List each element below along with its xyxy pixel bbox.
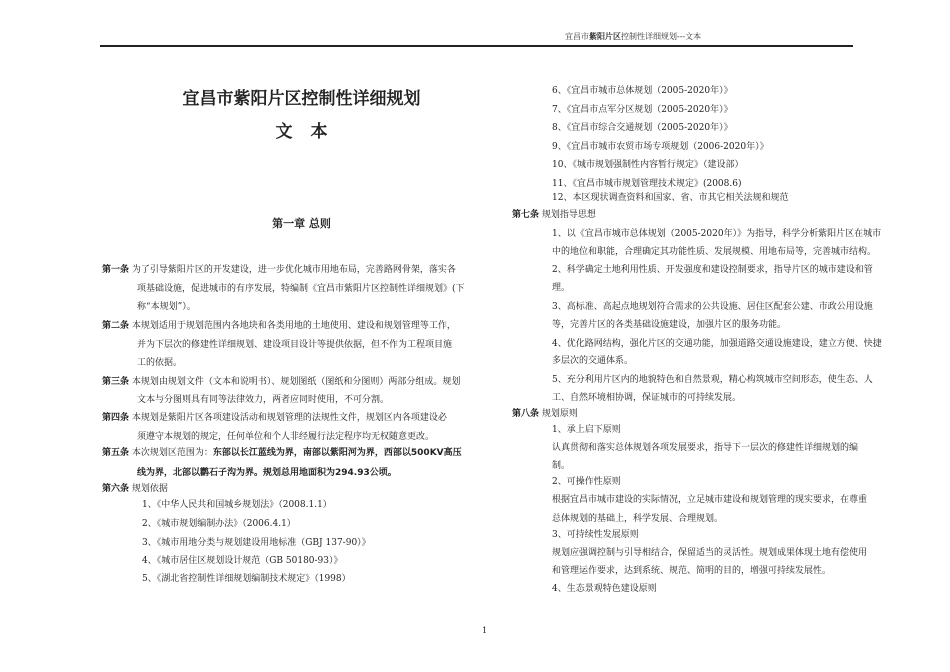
header-rule xyxy=(100,45,853,47)
right-line xyxy=(552,157,743,170)
line-text: 2、可操作性原则 xyxy=(552,477,621,487)
article-label: 第六条 xyxy=(102,484,130,494)
line-text: 称“本规划”）。 xyxy=(137,302,196,312)
line-text: 规划原则 xyxy=(541,409,578,419)
line-text: 项基础设施，促进城市的有序发展，特编制《宜昌市紫阳片区控制性详细规划》(下 xyxy=(137,284,465,294)
line-text: 1、以《宜昌市城市总体规划（2005-2020年）》为指导，科学分析紫阳片区在城市 xyxy=(552,229,882,239)
left-line xyxy=(137,299,196,312)
document-subtitle: 文本 xyxy=(275,122,346,142)
line-text: 本规划是紫阳片区各项建设活动和规划管理的法规性文件，规划区内各项建设必 xyxy=(131,413,447,423)
right-line xyxy=(552,545,867,558)
line-text: 4、生态景观特色建设原则 xyxy=(552,584,657,594)
line-text: 工的依据。 xyxy=(137,358,183,368)
line-text: 中的地位和职能，合理确定其功能性质、发展规模、用地布局等，完善城市结构。 xyxy=(552,247,877,257)
left-line xyxy=(102,481,168,494)
chapter-heading: 第一章 总则 xyxy=(272,217,331,230)
line-text: 理。 xyxy=(552,283,571,293)
line-text: 9、《宜昌市城市农贸市场专项规划（2006-2020年）》 xyxy=(552,142,769,152)
right-line xyxy=(552,83,733,96)
article-label: 第一条 xyxy=(102,265,130,275)
right-line xyxy=(552,317,786,330)
article-label: 第二条 xyxy=(102,321,130,331)
left-line xyxy=(137,355,182,368)
right-line xyxy=(512,207,596,220)
line-text: 和管理运作要求，达到系统、规范、简明的目的，增强可持续发展性。 xyxy=(552,566,832,576)
line-text: 7、《宜昌市点军分区规划（2005-2020年）》 xyxy=(552,105,733,115)
line-text: 本次规划区范围为： xyxy=(131,448,213,458)
line-text: 等，完善片区的各类基础设施建设，加强片区的服务功能。 xyxy=(552,320,787,330)
line-text: 1、承上启下原则 xyxy=(552,425,621,435)
line-text: 多层次的交通体系。 xyxy=(552,356,634,366)
right-line xyxy=(552,390,741,403)
line-text: 2、《城市规划编制办法》（2006.4.1） xyxy=(142,519,296,529)
line-text: 12、本区现状调查资料和国家、省、市其它相关法规和规范 xyxy=(552,193,789,203)
right-line xyxy=(552,422,621,435)
right-line xyxy=(552,299,873,312)
line-text: 规划依据 xyxy=(131,484,168,494)
right-line xyxy=(552,190,788,203)
line-text: 规划指导思想 xyxy=(541,210,596,220)
left-line xyxy=(137,465,397,478)
left-line xyxy=(102,445,462,458)
line-bold-text: 东部以长江蓝线为界，南部以紫阳河为界，西部以500KV高压 xyxy=(212,448,462,458)
right-line xyxy=(552,226,881,239)
right-line xyxy=(552,492,867,505)
line-text: 5、《湖北省控制性详细规划编制技术规定》（1998） xyxy=(142,574,351,584)
left-line xyxy=(102,262,456,275)
right-line xyxy=(552,372,873,385)
line-text: 3、可持续性发展原则 xyxy=(552,530,639,540)
line-text: 11、《宜昌市城市规划管理技术规定》(2008.6) xyxy=(552,179,742,189)
line-text: 工、自然环境相协调，保证城市的可持续发展。 xyxy=(552,393,742,403)
line-text: 须遵守本规划的规定，任何单位和个人非经履行法定程序均无权随意更改。 xyxy=(137,432,435,442)
left-line xyxy=(102,318,456,331)
right-line xyxy=(552,458,570,471)
article-label: 第三条 xyxy=(102,377,130,387)
left-line xyxy=(137,337,452,350)
right-line xyxy=(552,102,733,115)
left-line xyxy=(142,553,343,566)
right-line xyxy=(552,280,570,293)
right-line xyxy=(552,336,882,349)
left-line xyxy=(137,429,434,442)
right-line xyxy=(552,527,639,540)
right-line xyxy=(552,581,657,594)
right-line xyxy=(552,563,831,576)
line-text: 并为下层次的修建性详细规划、建设项目设计等提供依据，但不作为工程项目施 xyxy=(137,340,453,350)
right-line xyxy=(552,176,741,189)
line-text: 制。 xyxy=(552,461,571,471)
left-line xyxy=(142,535,371,548)
article-label: 第八条 xyxy=(512,409,540,419)
line-text: 为了引导紫阳片区的开发建设，进一步优化城市用地布局，完善路网骨架，落实各 xyxy=(131,265,456,275)
line-text: 总体规划的基础上，科学发展、合理规划。 xyxy=(552,514,724,524)
line-text: 认真贯彻和落实总体规划各项发展要求，指导下一层次的修建性详细规划的编 xyxy=(552,443,859,453)
header-text-a: 宜昌市 xyxy=(565,32,589,41)
right-line xyxy=(552,120,733,133)
line-text: 5、充分利用片区内的地貌特色和自然景观，精心构筑城市空间形态，使生态、人 xyxy=(552,375,873,385)
right-line xyxy=(552,440,858,453)
left-line xyxy=(137,392,389,405)
running-header xyxy=(565,31,701,42)
line-text: 本规划由规划文件（文本和说明书）、规划图纸（图纸和分图则）两部分组成。规划 xyxy=(131,377,461,387)
left-line xyxy=(102,374,460,387)
line-text: 3、高标准、高起点地规划符合需求的公共设施、居住区配套公建、市政公用设施 xyxy=(552,302,873,312)
line-text: 10、《城市规划强制性内容暂行规定》（建设部） xyxy=(552,160,744,170)
article-label: 第五条 xyxy=(102,448,130,458)
line-text: 6、《宜昌市城市总体规划（2005-2020年）》 xyxy=(552,86,733,96)
line-text: 4、《城市居住区规划设计规范（GB 50180-93）》 xyxy=(142,556,343,566)
right-line xyxy=(512,406,578,419)
right-line xyxy=(552,511,723,524)
left-line xyxy=(142,497,332,510)
left-line xyxy=(137,281,465,294)
right-line xyxy=(552,244,876,257)
line-bold-text: 线为界，北部以鹳石子沟为界。规划总用地面积为294.93公顷。 xyxy=(137,468,397,478)
article-label: 第四条 xyxy=(102,413,130,423)
left-line xyxy=(102,410,447,423)
line-text: 本规划适用于规划范围内各地块和各类用地的土地使用、建设和规划管理等工作， xyxy=(131,321,456,331)
line-text: 规划应强调控制与引导相结合，保留适当的灵活性。规划成果体现土地有偿使用 xyxy=(552,548,868,558)
header-text-b: 紫阳片区 xyxy=(589,31,621,41)
line-text: 3、《城市用地分类与规划建设用地标准（GBJ 137-90）》 xyxy=(142,538,371,548)
document-title: 宜昌市紫阳片区控制性详细规划 xyxy=(182,89,421,109)
right-line xyxy=(552,139,769,152)
header-text-c: 控制性详细规划---文本 xyxy=(621,32,702,41)
right-line xyxy=(552,474,621,487)
line-text: 文本与分图则具有同等法律效力，两者应同时使用，不可分割。 xyxy=(137,395,390,405)
line-text: 8、《宜昌市综合交通规划（2005-2020年）》 xyxy=(552,123,733,133)
line-text: 根据宜昌市城市建设的实际情况，立足城市建设和规划管理的现实要求，在尊重 xyxy=(552,495,868,505)
left-line xyxy=(142,516,296,529)
right-line xyxy=(552,262,873,275)
line-text: 1、《中华人民共和国城乡规划法》（2008.1.1） xyxy=(142,500,332,510)
page-number: 1 xyxy=(482,626,488,635)
article-label: 第七条 xyxy=(512,210,540,220)
right-line xyxy=(552,353,633,366)
line-text: 2、科学确定土地利用性质、开发强度和建设控制要求，指导片区的城市建设和管 xyxy=(552,265,873,275)
line-text: 4、优化路网结构，强化片区的交通功能，加强道路交通设施建设，建立方便、快捷 xyxy=(552,339,882,349)
left-line xyxy=(142,571,351,584)
